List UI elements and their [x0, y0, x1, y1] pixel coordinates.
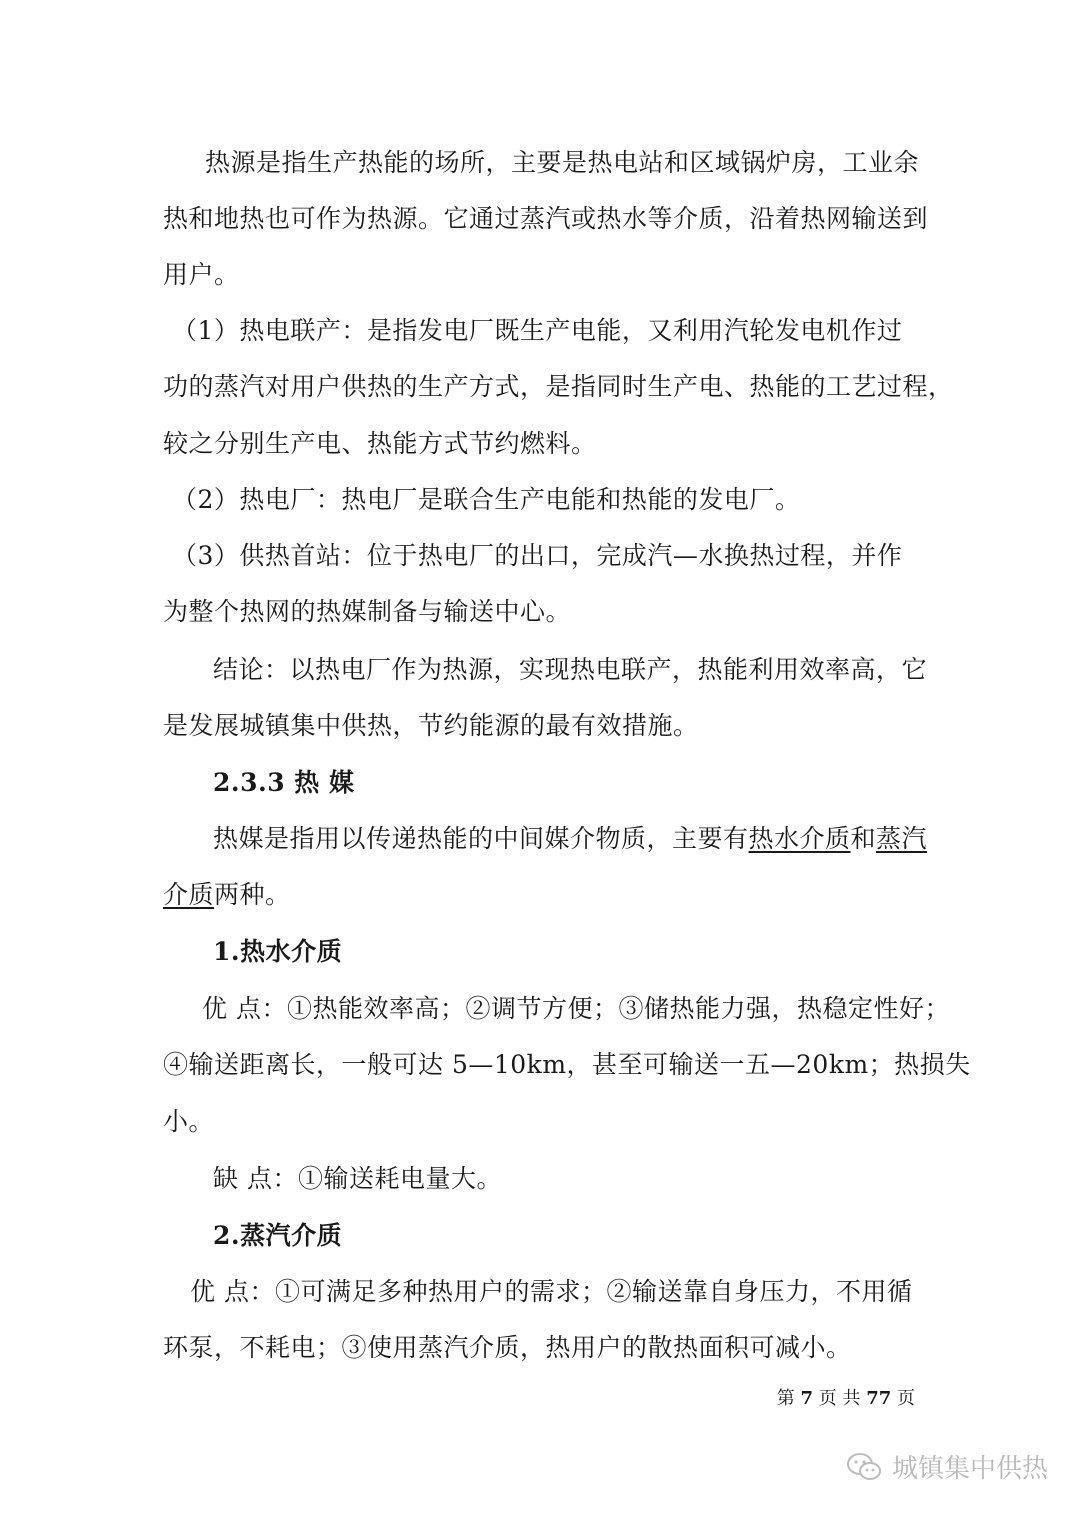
- paragraph-line: （1）热电联产：是指发电厂既生产电能，又利用汽轮发电机作过: [172, 316, 903, 345]
- text-span: 两种。: [214, 880, 291, 909]
- total-pages: 77: [866, 1388, 892, 1409]
- watermark-text: 城镇集中供热: [892, 1454, 1049, 1484]
- footer-text: 页 共: [818, 1388, 861, 1409]
- paragraph-line: 缺 点：①输送耗电量大。: [213, 1164, 502, 1193]
- subsection-heading: 1.热水介质: [213, 937, 343, 966]
- paragraph-line: ④输送距离长，一般可达 5—10km，甚至可输送一五—20km；热损失: [163, 1050, 971, 1079]
- underlined-term: 蒸汽: [876, 824, 928, 853]
- paragraph-line: 用户。: [163, 260, 240, 289]
- paragraph-line: 小。: [163, 1107, 215, 1136]
- paragraph-line: 环泵，不耗电；③使用蒸汽介质，热用户的散热面积可减小。: [163, 1333, 852, 1362]
- section-heading: 2.3.3 热 媒: [213, 768, 355, 797]
- paragraph-line: 热和地热也可作为热源。它通过蒸汽或热水等介质，沿着热网输送到: [163, 204, 929, 233]
- underlined-term: 介质: [163, 880, 215, 909]
- paragraph-line: 结论：以热电厂作为热源，实现热电联产，热能利用效率高，它: [213, 655, 928, 684]
- footer-text: 第: [776, 1388, 795, 1409]
- paragraph-line: [213, 823, 973, 855]
- watermark: [846, 1448, 1048, 1485]
- paragraph-line: 功的蒸汽对用户供热的生产方式，是指同时生产电、热能的工艺过程，: [163, 372, 954, 401]
- footer-text: 页: [897, 1388, 915, 1409]
- paragraph-line: 热源是指生产热能的场所，主要是热电站和区域锅炉房，工业余: [205, 148, 920, 177]
- subsection-heading: 2.蒸汽介质: [213, 1221, 343, 1250]
- paragraph-line: 较之分别生产电、热能方式节约燃料。: [163, 429, 597, 458]
- paragraph-line: 是发展城镇集中供热，节约能源的最有效措施。: [163, 711, 699, 740]
- paragraph-line: （2）热电厂：热电厂是联合生产电能和热能的发电厂。: [172, 485, 801, 514]
- paragraph-line: 为整个热网的热媒制备与输送中心。: [163, 597, 572, 626]
- paragraph-line: [163, 879, 923, 911]
- page-number: 7: [800, 1388, 813, 1409]
- page-footer: [777, 1388, 915, 1410]
- text-span: 热媒是指用以传递热能的中间媒介物质，主要有: [213, 824, 749, 853]
- underlined-term: 热水介质: [748, 824, 851, 853]
- paragraph-line: （3）供热首站：位于热电厂的出口，完成汽—水换热过程，并作: [172, 541, 903, 570]
- text-span: 和: [850, 824, 877, 853]
- wechat-icon: [846, 1452, 882, 1482]
- paragraph-line: 优 点：①热能效率高；②调节方便；③储热能力强，热稳定性好；: [202, 994, 950, 1023]
- paragraph-line: 优 点：①可满足多种热用户的需求；②输送靠自身压力，不用循: [190, 1277, 913, 1306]
